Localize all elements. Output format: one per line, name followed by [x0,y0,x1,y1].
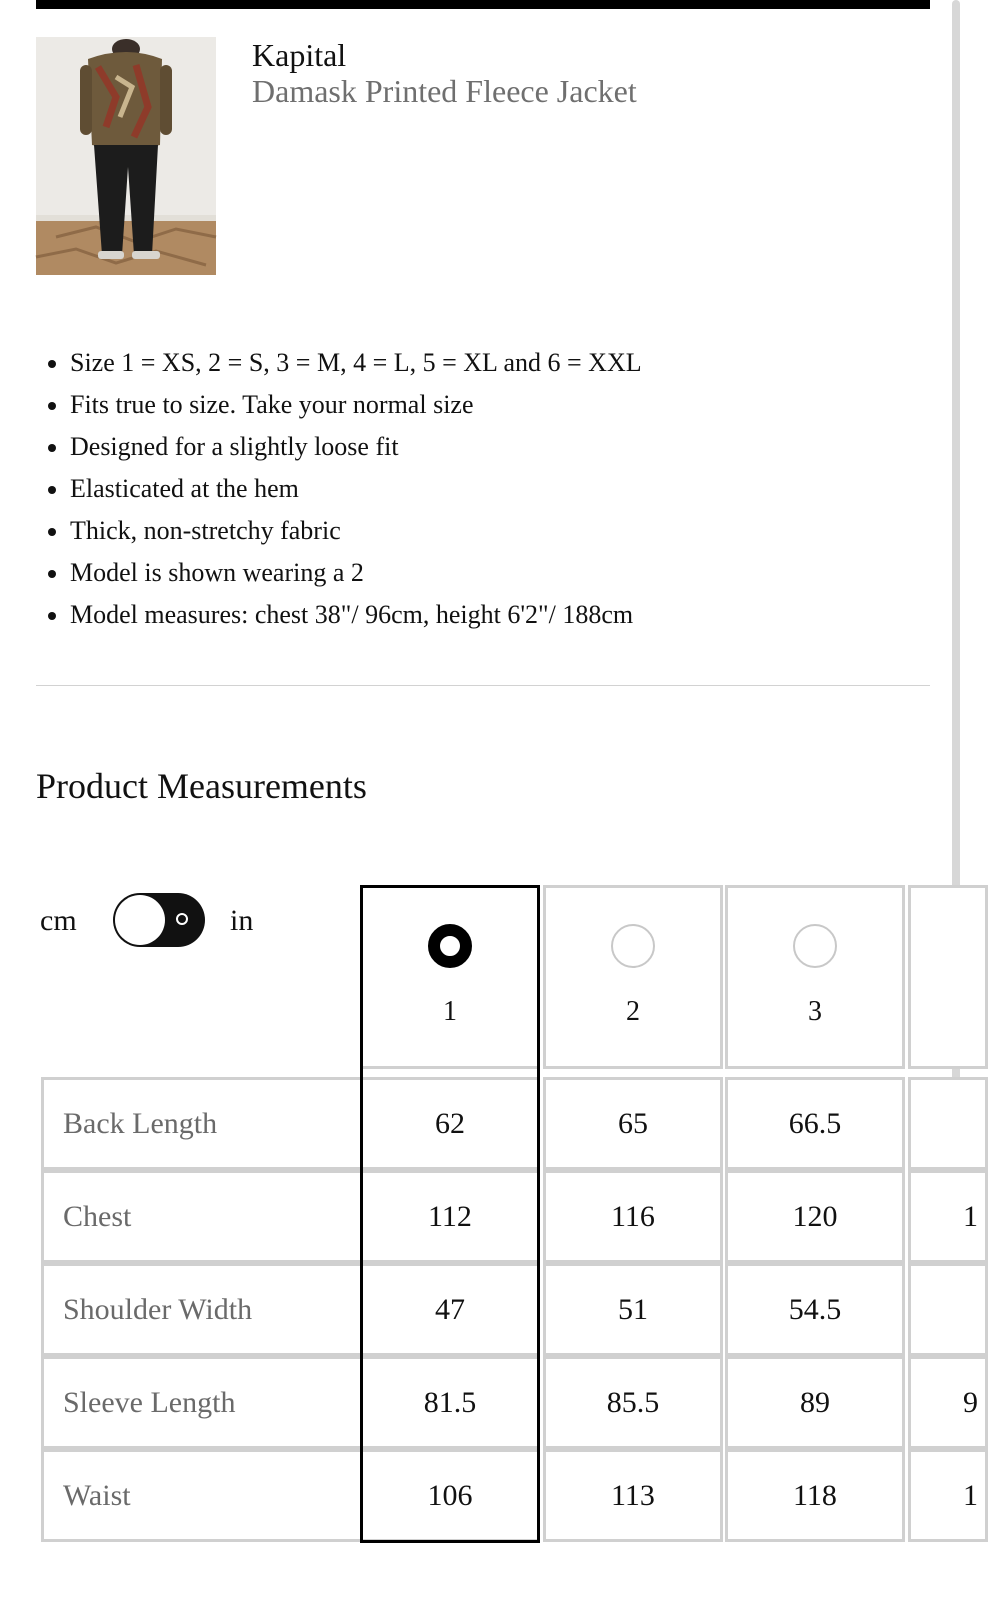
cell-back-length-2: 65 [543,1077,723,1170]
radio-icon[interactable] [793,924,837,968]
list-item: • Designed for a slightly loose fit [70,426,642,468]
unit-label-cm: cm [40,904,77,937]
list-item: • Elasticated at the hem [70,468,642,510]
section-title: Product Measurements [36,766,367,806]
list-item: • Model is shown wearing a 2 [70,552,642,594]
row-label-sleeve-length: Sleeve Length [41,1356,363,1449]
cell-sleeve-length-4: 9 [908,1356,988,1449]
size-column-4[interactable] [908,885,988,1069]
cell-sleeve-length-1: 81.5 [360,1356,540,1449]
cell-chest-2: 116 [543,1170,723,1263]
list-item: • Thick, non-stretchy fabric [70,510,642,552]
cell-chest-3: 120 [725,1170,905,1263]
radio-icon[interactable] [611,924,655,968]
size-label: 2 [626,996,640,1027]
row-label-waist: Waist [41,1449,363,1542]
cell-shoulder-width-3: 54.5 [725,1263,905,1356]
cell-waist-3: 118 [725,1449,905,1542]
radio-selected-icon[interactable] [428,924,472,968]
cell-shoulder-width-4 [908,1263,988,1356]
size-column-2[interactable] [543,885,723,1069]
cell-back-length-4 [908,1077,988,1170]
list-item: • Fits true to size. Take your normal size [70,384,642,426]
cell-chest-1: 112 [360,1170,540,1263]
brand-name: Kapital [252,37,347,73]
list-item: • Size 1 = XS, 2 = S, 3 = M, 4 = L, 5 = XL and 6 = XXL [70,342,642,384]
row-label-shoulder-width: Shoulder Width [41,1263,363,1356]
cell-shoulder-width-1: 47 [360,1263,540,1356]
cell-waist-2: 113 [543,1449,723,1542]
row-label-chest: Chest [41,1170,363,1263]
cell-chest-4: 1 [908,1170,988,1263]
unit-label-in: in [230,904,254,937]
cell-waist-4: 1 [908,1449,988,1542]
cell-back-length-3: 66.5 [725,1077,905,1170]
cell-back-length-1: 62 [360,1077,540,1170]
list-item: • Model measures: chest 38"/ 96cm, height 6'2"/ 188cm [70,594,642,636]
row-label-back-length: Back Length [41,1077,363,1170]
cell-waist-1: 106 [360,1449,540,1542]
cell-sleeve-length-2: 85.5 [543,1356,723,1449]
cell-shoulder-width-2: 51 [543,1263,723,1356]
product-name: Damask Printed Fleece Jacket [252,73,637,109]
size-column-3[interactable] [725,885,905,1069]
size-label: 1 [443,996,457,1027]
cell-sleeve-length-3: 89 [725,1356,905,1449]
size-label: 3 [808,996,822,1027]
size-column-1[interactable] [360,885,540,1069]
